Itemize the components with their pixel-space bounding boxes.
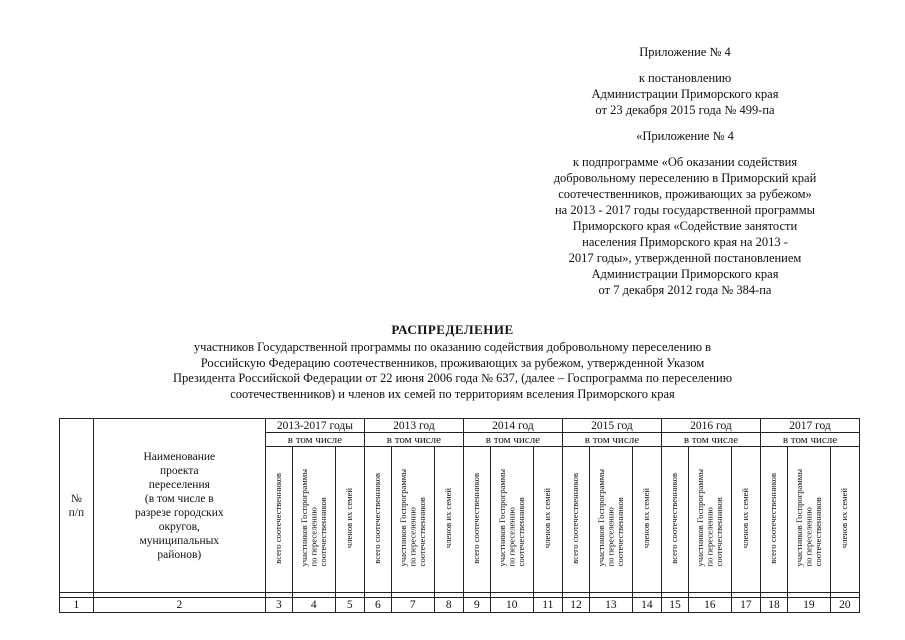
subtitle-line: Президента Российской Федерации от 22 июня 2006 года № 637, (далее – Госпрограмма по переселению bbox=[172, 371, 733, 385]
appendix-title: Приложение № 4 bbox=[639, 45, 731, 59]
column-number: 17 bbox=[731, 598, 760, 613]
subcolumn-label: членов их семей bbox=[740, 487, 751, 549]
including-label: в том числе bbox=[364, 433, 463, 447]
appendix2-line: от 7 декабря 2012 года № 384-па bbox=[598, 283, 772, 297]
column-number: 18 bbox=[760, 598, 787, 613]
subcolumn-label: участников Госпрограммы по переселению соотечественников bbox=[298, 469, 328, 567]
appendix-line: Администрации Приморского края bbox=[591, 87, 779, 101]
year-header: 2013-2017 годы bbox=[265, 419, 364, 433]
year-header: 2017 год bbox=[760, 419, 859, 433]
year-header: 2016 год bbox=[661, 419, 760, 433]
including-label: в том числе bbox=[661, 433, 760, 447]
subcolumn-header-participants bbox=[688, 447, 731, 593]
year-header: 2014 год bbox=[463, 419, 562, 433]
appendix-subprogram-block bbox=[505, 128, 865, 298]
year-header: 2013 год bbox=[364, 419, 463, 433]
column-number: 9 bbox=[463, 598, 490, 613]
appendix2-line: на 2013 - 2017 годы государственной программы bbox=[554, 203, 816, 217]
column-number: 4 bbox=[292, 598, 335, 613]
subcolumn-header-participants bbox=[787, 447, 830, 593]
column-number: 20 bbox=[830, 598, 859, 613]
subcolumn-label: членов их семей bbox=[443, 487, 454, 549]
subcolumn-header-total bbox=[661, 447, 688, 593]
column-number-row bbox=[60, 598, 860, 613]
subcolumn-header-participants bbox=[589, 447, 632, 593]
subtitle-line: Российскую Федерацию соотечественников, проживающих за рубежом, утвержденной Указом bbox=[200, 355, 705, 370]
subcolumn-label: членов их семей bbox=[344, 487, 355, 549]
appendix2-line: Администрации Приморского края bbox=[591, 267, 779, 281]
column-number: 1 bbox=[60, 598, 94, 613]
column-number: 5 bbox=[335, 598, 364, 613]
column-number: 8 bbox=[434, 598, 463, 613]
subtitle-line: соотечественников) и членов их семей по территориям вселения Приморского края bbox=[230, 386, 675, 401]
year-header-row bbox=[60, 419, 860, 433]
subcolumn-header-total bbox=[760, 447, 787, 593]
subcolumn-label: участников Госпрограммы по переселению соотечественников bbox=[496, 469, 526, 567]
column-number: 19 bbox=[787, 598, 830, 613]
subcolumn-label: членов их семей bbox=[839, 487, 850, 549]
appendix2-line: соотечественников, проживающих за рубежом» bbox=[558, 187, 812, 201]
subcolumn-label: членов их семей bbox=[641, 487, 652, 549]
subcolumn-label: всего соотечественников bbox=[273, 472, 284, 564]
subcolumn-header-participants bbox=[391, 447, 434, 593]
column-number: 3 bbox=[265, 598, 292, 613]
column-number: 6 bbox=[364, 598, 391, 613]
subcolumn-label: всего соотечественников bbox=[570, 472, 581, 564]
column-number: 14 bbox=[632, 598, 661, 613]
appendix-line: от 23 декабря 2015 года № 499-па bbox=[595, 103, 775, 117]
appendix-line: к постановлению bbox=[638, 71, 732, 85]
appendix2-line: 2017 годы», утвержденной постановлением bbox=[568, 251, 802, 265]
document-subtitle bbox=[95, 340, 810, 402]
subcolumn-header-total bbox=[265, 447, 292, 593]
column-number: 16 bbox=[688, 598, 731, 613]
subcolumn-header-participants bbox=[292, 447, 335, 593]
subcolumn-header-family bbox=[830, 447, 859, 593]
appendix2-line: добровольному переселению в Приморский край bbox=[553, 171, 817, 185]
including-label: в том числе bbox=[562, 433, 661, 447]
subcolumn-label: участников Госпрограммы по переселению соотечественников bbox=[397, 469, 427, 567]
subcolumn-header-family bbox=[434, 447, 463, 593]
subcolumn-label: всего соотечественников bbox=[669, 472, 680, 564]
year-header: 2015 год bbox=[562, 419, 661, 433]
column-number: 7 bbox=[391, 598, 434, 613]
column-number: 12 bbox=[562, 598, 589, 613]
subcolumn-label: участников Госпрограммы по переселению соотечественников bbox=[595, 469, 625, 567]
column-number: 11 bbox=[533, 598, 562, 613]
column-number: 15 bbox=[661, 598, 688, 613]
distribution-table bbox=[59, 418, 860, 613]
subcolumn-header-participants bbox=[490, 447, 533, 593]
appendix2-title: «Приложение № 4 bbox=[636, 129, 734, 143]
column-number: 2 bbox=[93, 598, 265, 613]
subcolumn-label: всего соотечественников bbox=[768, 472, 779, 564]
column-number: 13 bbox=[589, 598, 632, 613]
document-title: РАСПРЕДЕЛЕНИЕ bbox=[391, 322, 514, 337]
header-project-name: Наименование проекта переселения (в том числе в разрезе городских округов, муниципальных районов) bbox=[93, 419, 265, 593]
subcolumn-header-family bbox=[335, 447, 364, 593]
appendix2-line: Приморского края «Содействие занятости bbox=[572, 219, 798, 233]
subcolumn-label: участников Госпрограммы по переселению соотечественников bbox=[694, 469, 724, 567]
subcolumn-header-total bbox=[463, 447, 490, 593]
subcolumn-label: членов их семей bbox=[542, 487, 553, 549]
including-label: в том числе bbox=[760, 433, 859, 447]
header-number: № п/п bbox=[60, 419, 94, 593]
subcolumn-header-family bbox=[731, 447, 760, 593]
appendix2-line: населения Приморского края на 2013 - bbox=[582, 235, 788, 249]
subcolumn-header-family bbox=[533, 447, 562, 593]
subcolumn-label: участников Госпрограммы по переселению соотечественников bbox=[793, 469, 823, 567]
column-number: 10 bbox=[490, 598, 533, 613]
subtitle-line: участников Государственной программы по оказанию содействия добровольному переселению в bbox=[193, 340, 712, 354]
subcolumn-label: всего соотечественников bbox=[471, 472, 482, 564]
including-label: в том числе bbox=[265, 433, 364, 447]
subcolumn-label: всего соотечественников bbox=[372, 472, 383, 564]
including-label: в том числе bbox=[463, 433, 562, 447]
subcolumn-header-family bbox=[632, 447, 661, 593]
subcolumn-header-total bbox=[364, 447, 391, 593]
appendix2-line: к подпрограмме «Об оказании содействия bbox=[572, 155, 798, 169]
subcolumn-header-total bbox=[562, 447, 589, 593]
appendix-block bbox=[525, 44, 845, 118]
